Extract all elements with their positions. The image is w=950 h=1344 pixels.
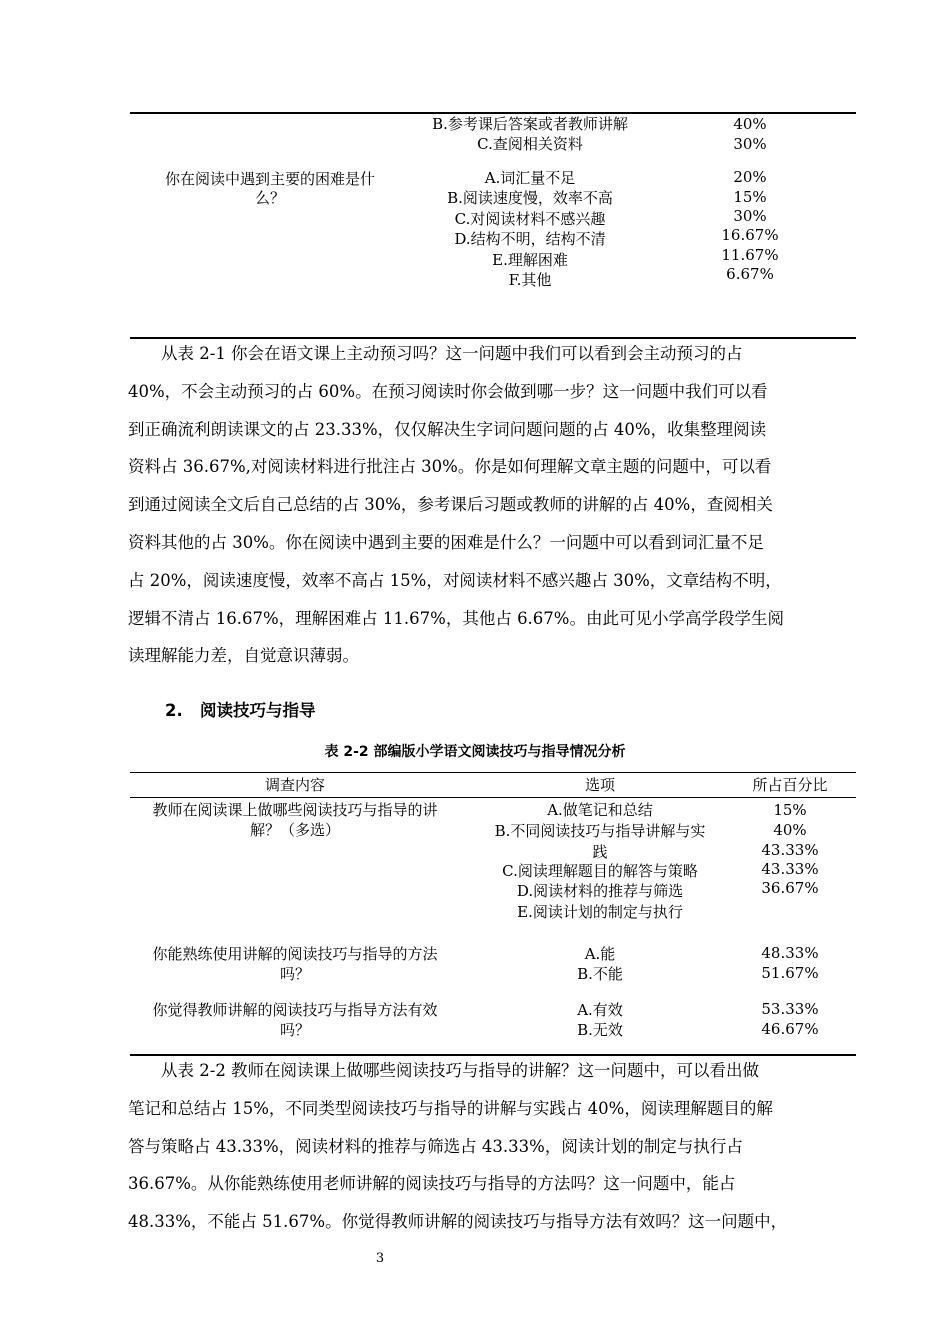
table-2-percent: 53.33% — [761, 1000, 819, 1018]
table-2-question: 解？（多选） — [249, 821, 340, 839]
paragraph-line: 资料其他的占 30%。你在阅读中遇到主要的困难是什么？一问题中可以看到词汇量不足 — [128, 532, 764, 552]
table-2-caption: 表 2-2 部编版小学语文阅读技巧与指导情况分析 — [324, 744, 626, 760]
table-1-percent: 30% — [733, 207, 767, 225]
table-2-header: 所占百分比 — [752, 776, 828, 794]
table-2-percent: 36.67% — [761, 879, 819, 897]
section-heading: 2. 阅读技巧与指导 — [165, 701, 316, 720]
page-number: 3 — [375, 1251, 385, 1266]
table-2-question: 你能熟练使用讲解的阅读技巧与指导的方法 — [152, 945, 438, 963]
table-1-percent: 40% — [733, 115, 767, 133]
table-1-option: B.参考课后答案或者教师讲解 — [432, 115, 628, 133]
paragraph-line: 占 20%，阅读速度慢，效率不高占 15%，对阅读材料不感兴趣占 30%，文章结构不明， — [128, 570, 782, 590]
table-2-percent: 48.33% — [761, 944, 819, 962]
paragraph-line: 答与策略占 43.33%，阅读材料的推荐与筛选占 43.33%，阅读计划的制定与执行占 — [128, 1136, 743, 1156]
table-1-option: D.结构不明，结构不清 — [454, 230, 606, 248]
table-2-percent: 43.33% — [761, 841, 819, 859]
paragraph-line: 到正确流利朗读课文的占 23.33%，仅仅解决生字词问题问题的占 40%，收集整理阅读 — [128, 419, 767, 439]
table-1-option: A.词汇量不足 — [484, 169, 576, 187]
body-paragraph-2 — [128, 1052, 858, 1241]
table-2-percent: 40% — [773, 821, 807, 839]
paragraph-line: 笔记和总结占 15%，不同类型阅读技巧与指导的讲解与实践占 40%，阅读理解题目的解 — [128, 1098, 773, 1118]
paragraph-line: 读理解能力差，自觉意识薄弱。 — [128, 646, 359, 666]
table-2-header-rule — [130, 797, 856, 798]
table-2-header: 选项 — [584, 776, 615, 794]
table-2-option: A.能 — [584, 945, 616, 963]
table-2-percent: 43.33% — [761, 860, 819, 878]
paragraph-line: 逻辑不清占 16.67%，理解困难占 11.67%，其他占 6.67%。由此可见小学高学段学生阅 — [128, 608, 784, 628]
body-paragraph-1 — [128, 335, 858, 675]
table-1-percent: 20% — [733, 168, 767, 186]
table-2-option: A.有效 — [577, 1001, 623, 1019]
paragraph-line: 从表 2-1 你会在语文课上主动预习吗？这一问题中我们可以看到会主动预习的占 — [161, 344, 743, 363]
table-1-percent: 16.67% — [721, 226, 779, 244]
table-2-option: C.阅读理解题目的解答与策略 — [502, 862, 698, 880]
table-1-option: C.查阅相关资料 — [477, 135, 583, 153]
table-1-top-rule — [130, 112, 856, 114]
table-2-percent: 15% — [773, 801, 807, 819]
paragraph-line: 36.67%。从你能熟练使用老师讲解的阅读技巧与指导的方法吗？这一问题中，能占 — [128, 1174, 736, 1194]
table-1-question: 你在阅读中遇到主要的困难是什 — [164, 170, 375, 188]
table-2-option: B.不同阅读技巧与指导讲解与实 — [494, 822, 706, 840]
table-2-option: D.阅读材料的推荐与筛选 — [516, 882, 684, 900]
table-2-option: B.无效 — [577, 1021, 623, 1039]
table-2-header: 调查内容 — [264, 776, 325, 794]
table-2-question: 你觉得教师讲解的阅读技巧与指导方法有效 — [152, 1001, 438, 1019]
table-2-question: 教师在阅读课上做哪些阅读技巧与指导的讲 — [152, 801, 438, 819]
table-1-option: B.阅读速度慢，效率不高 — [447, 189, 613, 207]
table-2-question: 吗？ — [279, 965, 310, 983]
table-2-option: B.不能 — [577, 965, 623, 983]
table-1-percent: 11.67% — [721, 246, 779, 264]
paragraph-line: 48.33%，不能占 51.67%。你觉得教师讲解的阅读技巧与指导方法有效吗？这一问题中， — [128, 1212, 788, 1232]
table-1-option: E.理解困难 — [492, 251, 568, 269]
table-1-percent: 6.67% — [726, 265, 774, 283]
table-2-percent: 46.67% — [761, 1020, 819, 1038]
table-2-question: 吗？ — [279, 1021, 310, 1039]
table-2-option: A.做笔记和总结 — [547, 801, 653, 819]
paragraph-line: 到通过阅读全文后自己总结的占 30%，参考课后习题或教师的讲解的占 40%，查阅相关 — [128, 495, 773, 515]
paragraph-line: 资料占 36.67%,对阅读材料进行批注占 30%。你是如何理解文章主题的问题中，可以看 — [128, 457, 772, 477]
table-2-option: E.阅读计划的制定与执行 — [517, 903, 683, 921]
table-1-percent: 15% — [733, 188, 767, 206]
table-2-top-rule — [130, 772, 856, 773]
table-1-option: F.其他 — [508, 271, 552, 289]
table-1-question: 么？ — [254, 189, 285, 207]
table-2-option: 践 — [592, 843, 608, 861]
paragraph-line: 40%，不会主动预习的占 60%。在预习阅读时你会做到哪一步？这一问题中我们可以看 — [128, 381, 768, 401]
table-1-option: C.对阅读材料不感兴趣 — [454, 210, 606, 228]
table-2-percent: 51.67% — [761, 964, 819, 982]
paragraph-line: 从表 2-2 教师在阅读课上做哪些阅读技巧与指导的讲解？这一问题中，可以看出做 — [161, 1061, 760, 1080]
table-1-percent: 30% — [733, 135, 767, 153]
